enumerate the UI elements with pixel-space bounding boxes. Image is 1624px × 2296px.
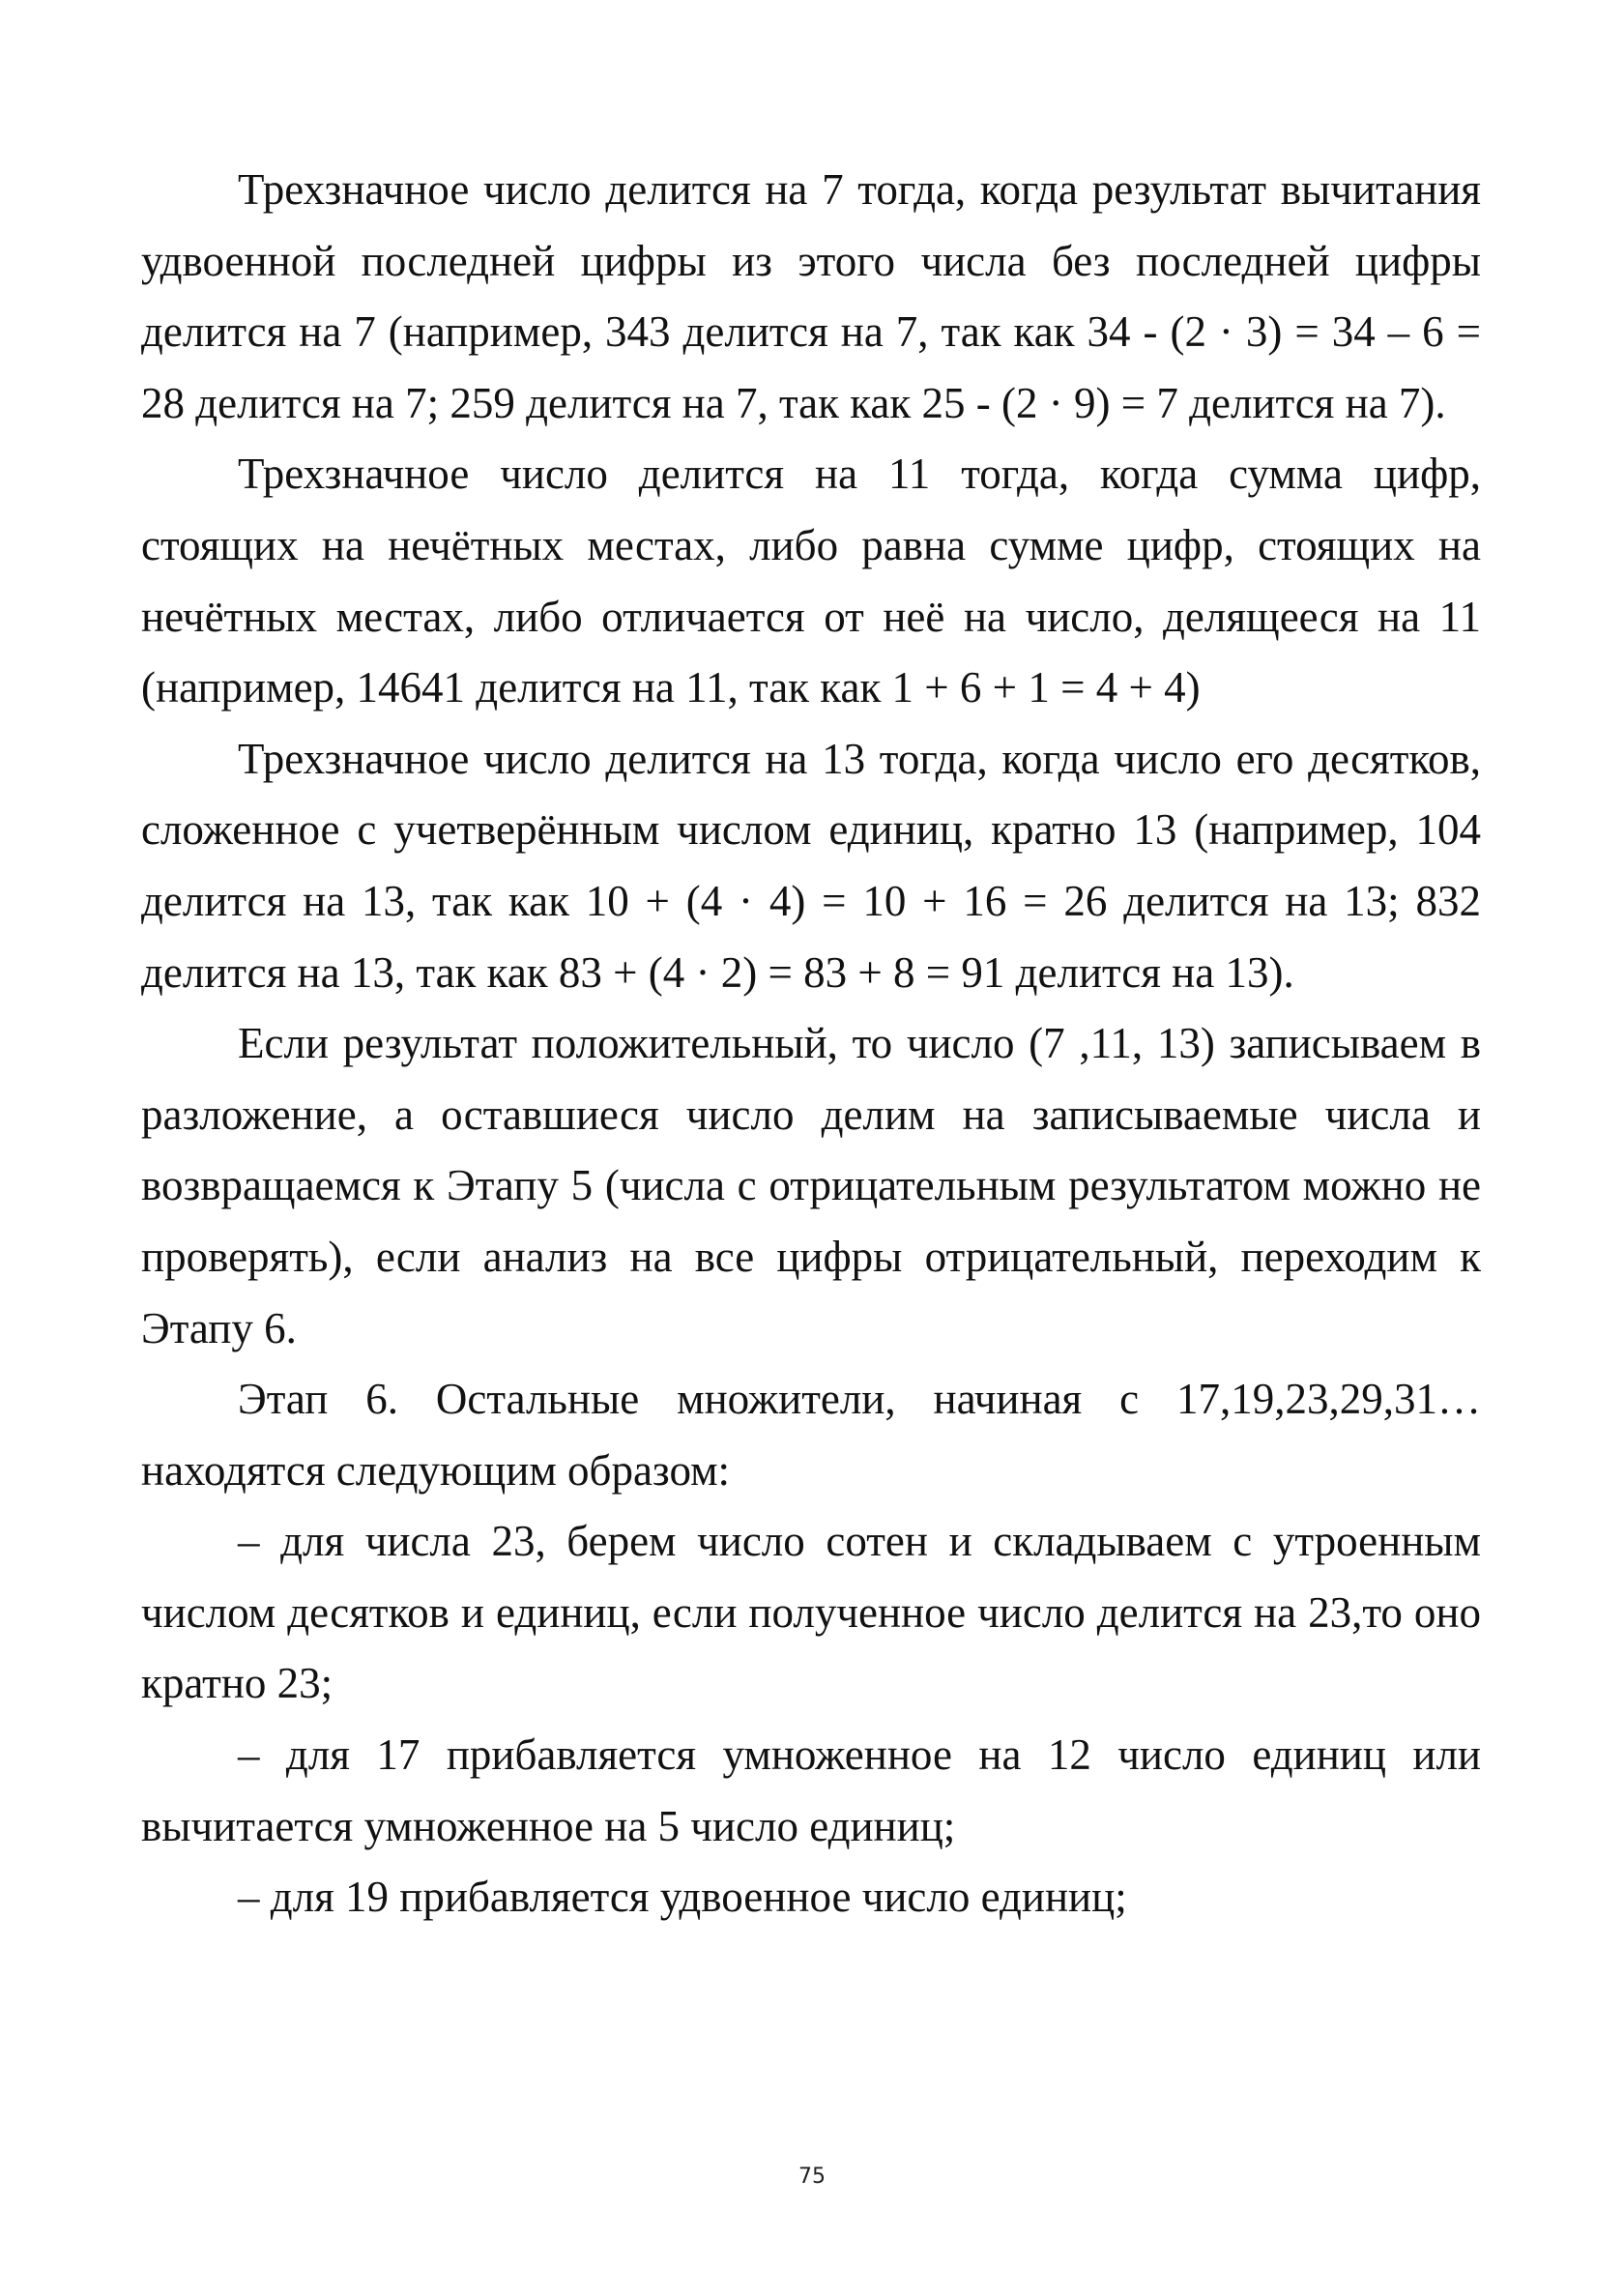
paragraph-positive-result: Если результат положительный, то число (7 ,11, 13) записываем в разложение, а оставшиеся число делим на записываемые числа и возвращаемся к Этапу 5 (числа с отрицательным результатом можно не проверять), если анализ на все цифры отрицательный, переходим к Этапу 6.: [141, 1019, 1481, 1352]
list-item-rule-23: – для числа 23, берем число сотен и складываем с утроенным числом десятков и единиц, если полученное число делится на 23,то оно кратно 23;: [141, 1517, 1481, 1708]
paragraph-divisibility-13: Трехзначное число делится на 13 тогда, когда число его десятков, сложенное с учетверённым числом единиц, кратно 13 (например, 104 делится на 13, так как 10 + (4 · 4) = 10 + 16 = 26 делится на 13; 832 делится на 13, так как 83 + (4 · 2) = 83 + 8 = 91 делится на 13).: [141, 734, 1481, 997]
list-item-rule-17: – для 17 прибавляется умноженное на 12 число единиц или вычитается умноженное на 5 число единиц;: [141, 1730, 1481, 1850]
paragraph-divisibility-7: Трехзначное число делится на 7 тогда, когда результат вычитания удвоенной последней цифры из этого числа без последней цифры делится на 7 (например, 343 делится на 7, так как 34 - (2 · 3) = 34 – 6 = 28 делится на 7; 259 делится на 7, так как 25 - (2 · 9) = 7 делится на 7).: [141, 165, 1481, 427]
paragraph-divisibility-11: Трехзначное число делится на 11 тогда, когда сумма цифр, стоящих на нечётных местах, либо равна сумме цифр, стоящих на нечётных местах, либо отличается от неё на число, делящееся на 11 (например, 14641 делится на 11, так как 1 + 6 + 1 = 4 + 4): [141, 450, 1481, 712]
list-item-rule-19: – для 19 прибавляется удвоенное число единиц;: [238, 1873, 1127, 1922]
page-number: 75: [798, 2165, 826, 2189]
paragraph-stage-6: Этап 6. Остальные множители, начиная с 17,19,23,29,31… находятся следующим образом:: [141, 1375, 1481, 1495]
document-body: [141, 155, 1481, 1933]
